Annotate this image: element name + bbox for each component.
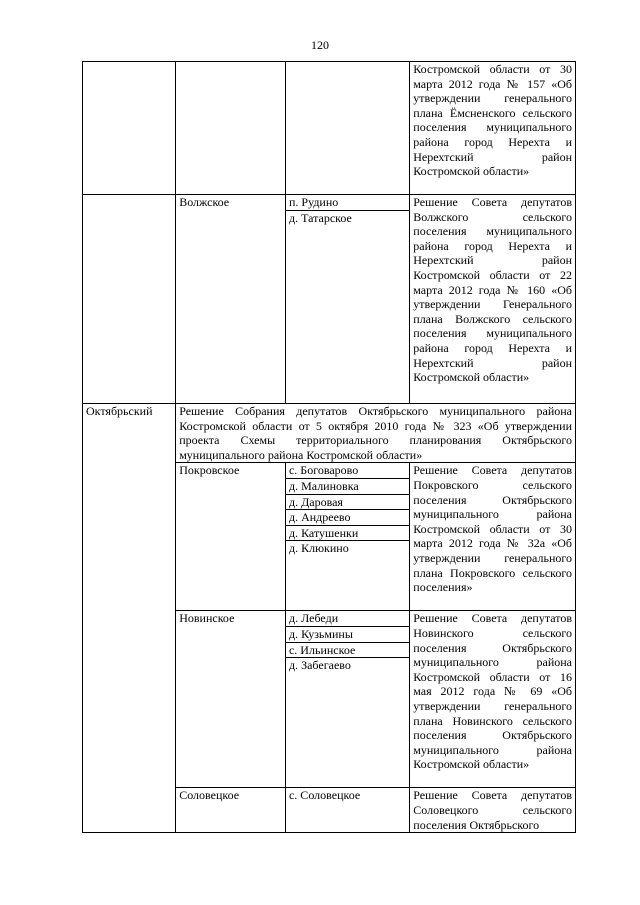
village-item: д. Даровая	[286, 495, 409, 511]
villages-cell	[285, 788, 409, 833]
villages-cell	[285, 463, 409, 611]
village-item: д. Андреево	[286, 510, 409, 526]
villages-cell	[285, 195, 409, 404]
decision-cell: Костромской области от 30 марта 2012 года № 157 «Об утверждении генерального плана Ёмсненского сельского поселения муниципального района город Нерехта и Нерехтский район Костромской области»	[410, 62, 576, 195]
village-item: с. Соловецкое	[288, 788, 361, 803]
district-cell: Октябрьский	[83, 404, 176, 833]
villages-cell	[285, 611, 409, 788]
settlement-cell: Новинское	[176, 611, 286, 788]
villages-cell	[285, 62, 409, 195]
village-item: с. Боговарово	[286, 463, 409, 479]
page-number: 120	[311, 38, 329, 52]
settlement-cell: Покровское	[176, 463, 286, 611]
decision-cell: Решение Совета депутатов Покровского сельского поселения Октябрьского муниципального района Костромской области от 30 марта 2012 года № 32а «Об утверждении генерального плана Покровского сельского поселения»	[410, 463, 576, 611]
district-decision-cell: Решение Собрания депутатов Октябрьского муниципального района Костромской области от 5 октября 2010 года № 323 «Об утверждении проекта Схемы территориального планирования Октябрьского муниципального района Костромской области»	[176, 404, 576, 463]
village-item: д. Малиновка	[286, 479, 409, 495]
settlement-cell	[176, 62, 286, 195]
planning-documents-table	[82, 61, 576, 833]
village-item: д. Клюкино	[288, 541, 349, 556]
village-item: д. Кузьмины	[286, 627, 409, 643]
decision-cell: Решение Совета депутатов Соловецкого сельского поселения Октябрьского	[410, 788, 576, 833]
district-cell	[83, 195, 176, 404]
village-item: д. Забегаево	[288, 658, 351, 673]
village-item: д. Лебеди	[286, 611, 409, 627]
decision-cell: Решение Совета депутатов Волжского сельского поселения муниципального района город Нерехта и Нерехтский район Костромской области от 22 марта 2012 года № 160 «Об утверждении Генерального плана Волжского сельского поселения муниципального района город Нерехта и Нерехтский район Костромской области»	[410, 195, 576, 404]
district-cell	[83, 62, 176, 195]
settlement-cell: Волжское	[176, 195, 286, 404]
decision-cell: Решение Совета депутатов Новинского сельского поселения Октябрьского муниципального района Костромской области от 16 мая 2012 года № 69 «Об утверждении генерального плана Новинского сельского поселения Октябрьского муниципального района Костромской области»	[410, 611, 576, 788]
table-row	[83, 404, 576, 463]
settlement-cell: Соловецкое	[176, 788, 286, 833]
village-item: д. Татарское	[288, 210, 352, 225]
village-item: д. Катушенки	[286, 526, 409, 542]
village-item: с. Ильинское	[286, 643, 409, 659]
table-row	[83, 62, 576, 195]
village-item: п. Рудино	[286, 195, 409, 211]
table-row	[83, 195, 576, 404]
